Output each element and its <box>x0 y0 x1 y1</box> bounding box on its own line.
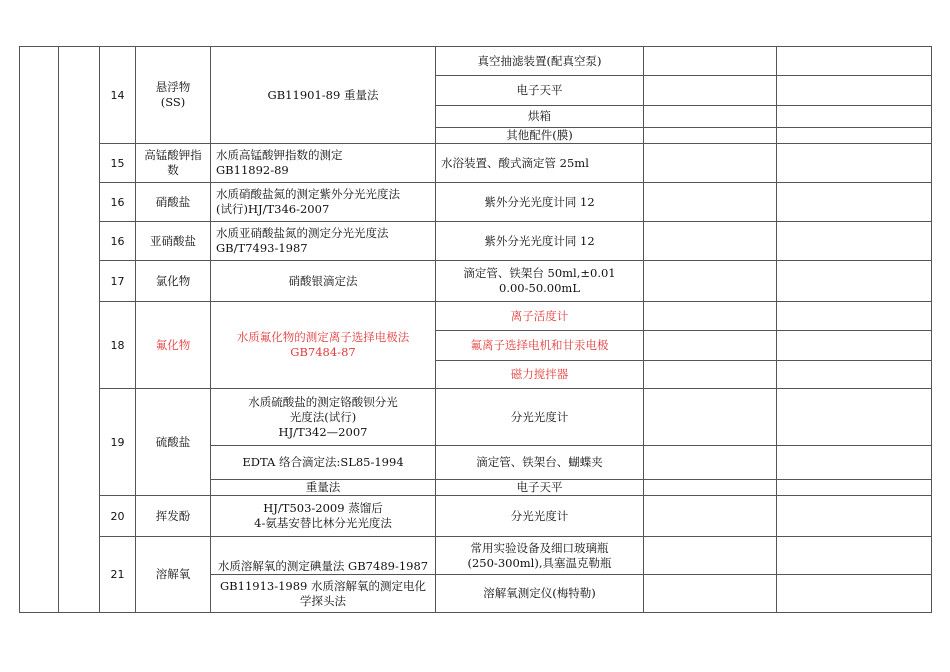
table-row-15 <box>20 144 932 183</box>
method-line2: 光度法(试行) <box>289 409 357 424</box>
item-name: 挥发酚 <box>136 496 211 537</box>
table-row-20 <box>20 496 932 537</box>
item-name <box>136 47 211 144</box>
empty-cell <box>777 106 932 128</box>
row-number: 21 <box>100 537 136 613</box>
equipment-cell <box>436 261 644 302</box>
equipment-cell: 分光光度计 <box>436 389 644 446</box>
empty-cell <box>777 302 932 331</box>
empty-cell <box>777 222 932 261</box>
equipment-cell: 电子天平 <box>436 480 644 496</box>
method-cell <box>211 496 436 537</box>
empty-cell <box>777 144 932 183</box>
table-row-16-nitrite <box>20 222 932 261</box>
equipment-cell: 磁力搅拌器 <box>436 361 644 389</box>
empty-cell <box>644 331 777 361</box>
empty-cell <box>644 389 777 446</box>
row-number: 15 <box>100 144 136 183</box>
method-cell <box>211 222 436 261</box>
row-number: 16 <box>100 183 136 222</box>
empty-cell <box>644 128 777 144</box>
empty-cell <box>777 76 932 106</box>
empty-cell <box>777 575 932 613</box>
method-line3: HJ/T342—2007 <box>278 424 368 439</box>
table-row-16-nitrate <box>20 183 932 222</box>
equipment-cell: 滴定管、铁架台、蝴蝶夹 <box>436 446 644 480</box>
equipment-cell: 紫外分光光度计同 12 <box>436 183 644 222</box>
equipment-cell: 氟离子选择电机和甘汞电极 <box>436 331 644 361</box>
empty-cell <box>644 183 777 222</box>
method-cell: 硝酸银滴定法 <box>211 261 436 302</box>
equipment-cell: 分光光度计 <box>436 496 644 537</box>
row-number: 19 <box>100 389 136 496</box>
method-cell <box>211 302 436 389</box>
empty-cell <box>777 128 932 144</box>
method-line2: GB/T7493-1987 <box>216 241 308 255</box>
empty-cell <box>644 496 777 537</box>
method-line2: GB11892-89 <box>216 163 289 177</box>
equipment-cell: 烘箱 <box>436 106 644 128</box>
empty-cell <box>644 222 777 261</box>
method-cell: 水质溶解氧的测定碘量法 GB7489-1987 <box>211 537 436 575</box>
equipment-line1: 滴定管、铁架台 50ml,±0.01 <box>463 266 616 280</box>
method-cell: GB11901-89 重量法 <box>211 47 436 144</box>
method-line1: 水质高锰酸钾指数的测定 <box>216 148 343 162</box>
table-row-14 <box>20 47 932 76</box>
table-row-18 <box>20 302 932 331</box>
table-row-17 <box>20 261 932 302</box>
empty-cell <box>644 47 777 76</box>
empty-cell <box>777 47 932 76</box>
equipment-cell: 其他配件(膜) <box>436 128 644 144</box>
empty-cell <box>644 302 777 331</box>
item-name: 硝酸盐 <box>136 183 211 222</box>
row-number: 14 <box>100 47 136 144</box>
equipment-cell <box>436 537 644 575</box>
empty-cell <box>777 331 932 361</box>
equipment-line2: (250-300ml),具塞温克勒瓶 <box>467 555 612 570</box>
item-name: 氯化物 <box>136 261 211 302</box>
item-name-line2: 数 <box>167 163 179 177</box>
empty-cell <box>644 144 777 183</box>
equipment-table <box>19 46 932 613</box>
outer-column-a <box>20 47 59 613</box>
item-name-line1: 高锰酸钾指 <box>144 148 202 162</box>
method-cell <box>211 183 436 222</box>
empty-cell <box>777 496 932 537</box>
equipment-cell: 电子天平 <box>436 76 644 106</box>
equipment-line2: 0.00-50.00mL <box>499 281 580 295</box>
empty-cell <box>777 389 932 446</box>
table-row-19 <box>20 389 932 446</box>
outer-column-b <box>59 47 100 613</box>
empty-cell <box>644 106 777 128</box>
row-number: 20 <box>100 496 136 537</box>
method-line1: 水质亚硝酸盐氮的测定分光光度法 <box>216 226 389 240</box>
item-name <box>136 144 211 183</box>
method-line2: 学探头法 <box>300 593 346 608</box>
method-line1: 水质氟化物的测定离子选择电极法 <box>236 330 410 344</box>
empty-cell <box>644 261 777 302</box>
empty-cell <box>777 446 932 480</box>
method-line1: 水质硫酸盐的测定铬酸钡分光 <box>248 394 398 409</box>
empty-cell <box>644 575 777 613</box>
method-cell: EDTA 络合滴定法:SL85-1994 <box>211 446 436 480</box>
row-number: 18 <box>100 302 136 389</box>
method-cell <box>211 389 436 446</box>
row-number: 17 <box>100 261 136 302</box>
method-line2: GB7484-87 <box>290 345 356 359</box>
item-name: 氟化物 <box>136 302 211 389</box>
method-line2: 4-氨基安替比林分光光度法 <box>254 516 392 530</box>
equipment-cell: 离子活度计 <box>436 302 644 331</box>
method-line1: HJ/T503-2009 蒸馏后 <box>263 501 383 515</box>
equipment-line1: 常用实验设备及细口玻璃瓶 <box>470 540 609 555</box>
method-line2: (试行)HJ/T346-2007 <box>216 202 330 216</box>
equipment-cell: 溶解氧测定仪(梅特勒) <box>436 575 644 613</box>
empty-cell <box>777 537 932 575</box>
empty-cell <box>644 480 777 496</box>
equipment-cell: 水浴装置、酸式滴定管 25ml <box>436 144 644 183</box>
empty-cell <box>777 480 932 496</box>
item-name: 亚硝酸盐 <box>136 222 211 261</box>
empty-cell <box>644 76 777 106</box>
empty-cell <box>644 537 777 575</box>
empty-cell <box>777 361 932 389</box>
empty-cell <box>777 183 932 222</box>
method-cell <box>211 144 436 183</box>
method-cell <box>211 575 436 613</box>
method-line1: GB11913-1989 水质溶解氧的测定电化 <box>219 578 427 593</box>
equipment-cell: 真空抽滤装置(配真空泵) <box>436 47 644 76</box>
item-name: 溶解氧 <box>136 537 211 613</box>
equipment-cell: 紫外分光光度计同 12 <box>436 222 644 261</box>
item-name-line1: 悬浮物 <box>155 80 191 94</box>
method-line1: 水质硝酸盐氮的测定紫外分光光度法 <box>216 187 400 201</box>
empty-cell <box>644 446 777 480</box>
method-cell: 重量法 <box>211 480 436 496</box>
row-number: 16 <box>100 222 136 261</box>
item-name-line2: (SS) <box>160 95 186 109</box>
empty-cell <box>644 361 777 389</box>
table-row-21 <box>20 537 932 575</box>
empty-cell <box>777 261 932 302</box>
item-name: 硫酸盐 <box>136 389 211 496</box>
